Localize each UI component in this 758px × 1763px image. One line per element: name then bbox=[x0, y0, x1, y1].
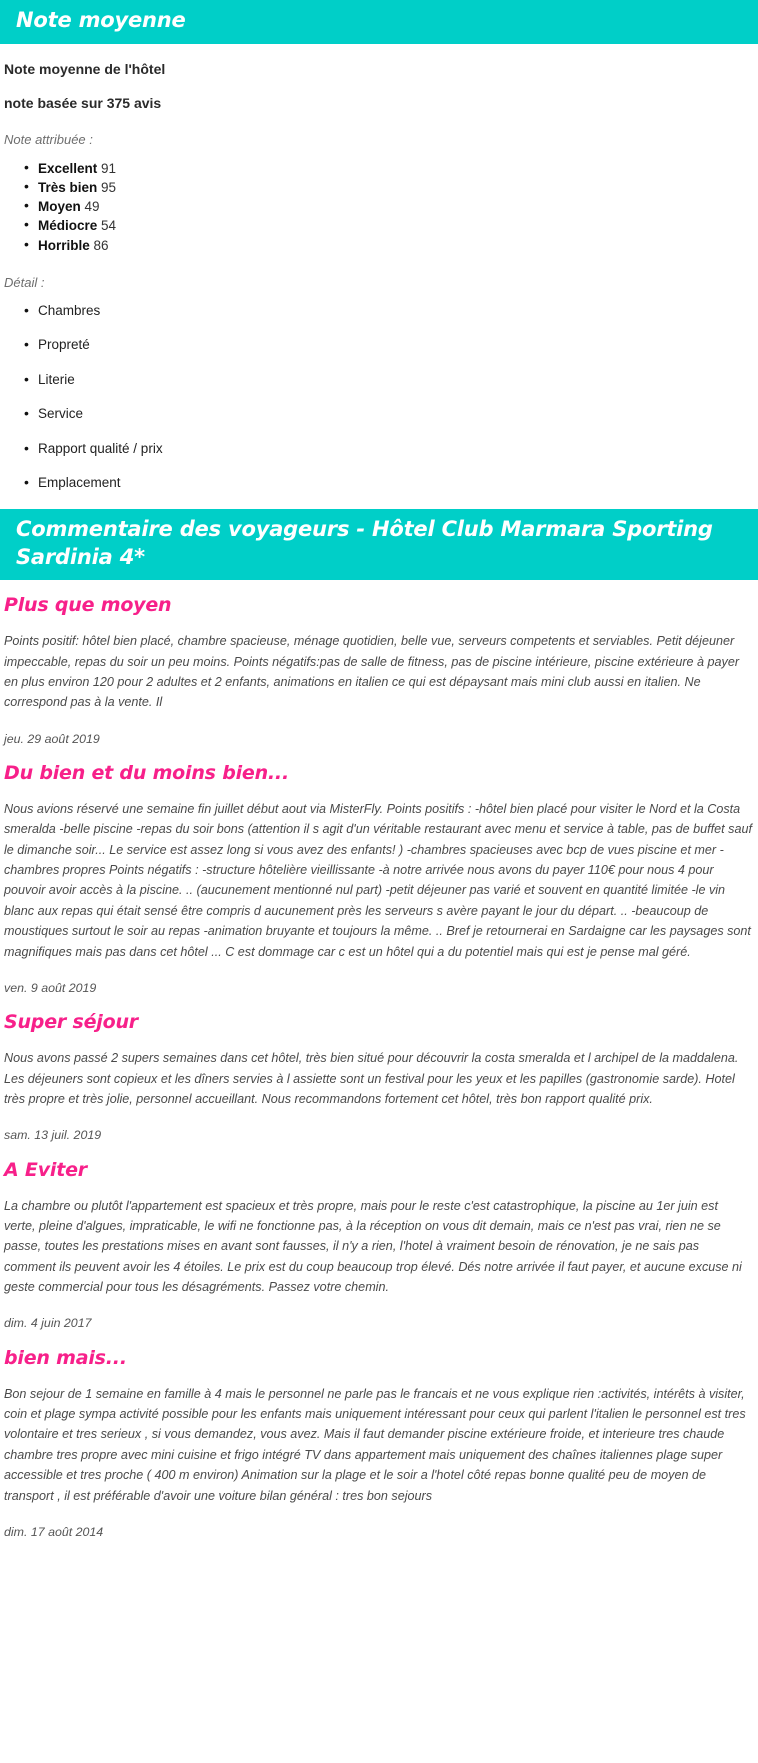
score-count: 49 bbox=[84, 199, 100, 215]
review-item bbox=[4, 1159, 752, 1333]
list-item: • Rapport qualité / prix bbox=[38, 440, 752, 458]
list-item: • Service bbox=[38, 405, 752, 423]
list-item bbox=[38, 216, 752, 235]
review-text: Points positif: hôtel bien placé, chambre spacieuse, ménage quotidien, belle vue, serveurs competents et serviables. Petit déjeuner impeccable, repas du soir un peu moins. Points négatifs:pas de salle de fitness, pas de piscine intérieure, piscine extérieure à payer en plus environ 120 pour 2 adultes et 2 enfants, animations en italien ce qui est dépaysant mais mini club aussi en italien. Ne correspond pas à la vente. Il bbox=[4, 634, 740, 710]
review-title: bien mais... bbox=[4, 1346, 127, 1369]
average-rating-title: Note moyenne bbox=[16, 8, 186, 32]
hotel-average-label: Note moyenne de l'hôtel bbox=[4, 60, 166, 77]
scores-label: Note attribuée : bbox=[4, 132, 93, 148]
review-title: Super séjour bbox=[4, 1011, 138, 1034]
review-item bbox=[4, 594, 752, 748]
review-date: jeu. 29 août 2019 bbox=[4, 731, 100, 746]
detail-label: Détail : bbox=[4, 274, 45, 290]
score-count: 54 bbox=[101, 218, 117, 234]
review-text: Nous avons passé 2 supers semaines dans cet hôtel, très bien situé pour découvrir la costa smeralda et l archipel de la maddalena. Les déjeuners sont copieux et les dîners servies à l assiette sont un festival pour les yeux et les papilles (gastronomie sarde). Hotel très propre et très jolie, personnel accueillant. Nous recommandons fortement cet hôtel, très bon rapport qualité prix. bbox=[4, 1051, 739, 1106]
review-date: sam. 13 juil. 2019 bbox=[4, 1128, 102, 1143]
review-item bbox=[4, 1347, 752, 1542]
score-criterion: Moyen bbox=[38, 199, 81, 215]
score-count: 95 bbox=[101, 180, 117, 196]
review-date: dim. 17 août 2014 bbox=[4, 1524, 104, 1539]
reviews-section bbox=[0, 594, 758, 1561]
detail-criteria-list bbox=[4, 302, 752, 492]
traveller-comments-title: Commentaire des voyageurs - Hôtel Club Marmara Sporting Sardinia 4* bbox=[16, 516, 713, 569]
review-title: Plus que moyen bbox=[4, 594, 172, 617]
score-criterion: Excellent bbox=[38, 160, 98, 176]
review-text: La chambre ou plutôt l'appartement est spacieux et très propre, mais pour le reste c'est catastrophique, la piscine au 1er juin est verte, pleine d'algues, impraticable, le wifi ne fonctionne pas, à la réception on vous dit demain, mais ce n'est pas vrai, rien ne se passe, toutes les prestations mises en avant sont fausses, il n'y a rien, l'hotel à vraiment besoin de rénovation, je ne sais pas comment ils peuvent avoir les 4 étoiles. Le prix est du coup beaucoup trop élevé. Dés notre arrivée il faut payer, et aucune excuse ni geste commercial pour tous les désagréments. Passez votre chemin. bbox=[4, 1198, 742, 1295]
score-criterion: Horrible bbox=[38, 237, 90, 253]
review-item bbox=[4, 762, 752, 997]
list-item bbox=[38, 178, 752, 197]
list-item bbox=[38, 159, 752, 178]
list-item: • Propreté bbox=[38, 336, 752, 354]
list-item: • Literie bbox=[38, 371, 752, 389]
score-breakdown-list bbox=[4, 159, 752, 255]
reviews-basis-label: note basée sur 375 avis bbox=[4, 94, 162, 111]
list-item bbox=[38, 197, 752, 216]
score-count: 86 bbox=[93, 237, 109, 253]
review-item bbox=[4, 1011, 752, 1144]
review-date: dim. 4 juin 2017 bbox=[4, 1316, 92, 1331]
score-count: 91 bbox=[101, 160, 117, 176]
average-rating-banner bbox=[0, 0, 758, 44]
list-item: • Chambres bbox=[38, 302, 752, 320]
average-rating-section bbox=[0, 60, 758, 492]
score-criterion: Très bien bbox=[38, 180, 98, 196]
list-item bbox=[38, 236, 752, 255]
traveller-comments-banner bbox=[0, 509, 758, 580]
review-title: Du bien et du moins bien... bbox=[4, 762, 289, 785]
review-text: Bon sejour de 1 semaine en famille à 4 mais le personnel ne parle pas le francais et ne vous explique rien :activités, intérêts à visiter, coin et plage sympa activité possible pour les enfants mais uniquement intéressant pour ceux qui parlent l'italien le personnel est tres volontaire et tres serieux , si vous demandez, vous avez. Mais il faut demander piscine extérieure froide, et interieure tres chaude chambre tres propre avec mini cuisine et frigo intégré TV dans appartement mais uniquement des chaînes italiennes plage super accessible et tres proche ( 400 m environ) Animation sur la plage et le soir a l'hotel côté repas bonne qualité peu de moyen de transport , il est préférable d'avoir une voiture bilan général : tres bon sejours bbox=[4, 1386, 746, 1503]
review-title: A Eviter bbox=[4, 1158, 87, 1181]
list-item: • Emplacement bbox=[38, 474, 752, 492]
bottom-spacer bbox=[4, 1549, 752, 1561]
review-text: Nous avions réservé une semaine fin juillet début aout via MisterFly. Points positifs : -hôtel bien placé pour visiter le Nord et la Costa smeralda -belle piscine -repas du soir bons (attention il s agit d'un véritable restaurant avec menu et service à table, pas de buffet sauf le dimanche soir... Le service est assez long si vous avez des enfants! ) -chambres spacieuses avec bcp de vues piscine et mer -chambres propres Points négatifs : -structure hôtelière vieillissante -à notre arrivée nous avons du payer 110€ pour nous 4 pour pouvoir avoir accès à la piscine. .. (aucunement mentionné nul part) -petit déjeuner pas varié et souvent en quantité limitée -le vin blanc aux repas qui était sensé être compris d aucunement près les serveurs s avère payant le jour du départ. .. -beaucoup de moustiques surtout le soir au repas -animation bruyante et toujours la même. .. Bref je retournerai en Sardaigne car les paysages sont magnifiques mais pas dans cet hôtel ... C est dommage car c est un hôtel qui a du potentiel mais qui est je pense mal géré. bbox=[4, 801, 752, 959]
review-date: ven. 9 août 2019 bbox=[4, 981, 97, 996]
score-criterion: Médiocre bbox=[38, 218, 98, 234]
